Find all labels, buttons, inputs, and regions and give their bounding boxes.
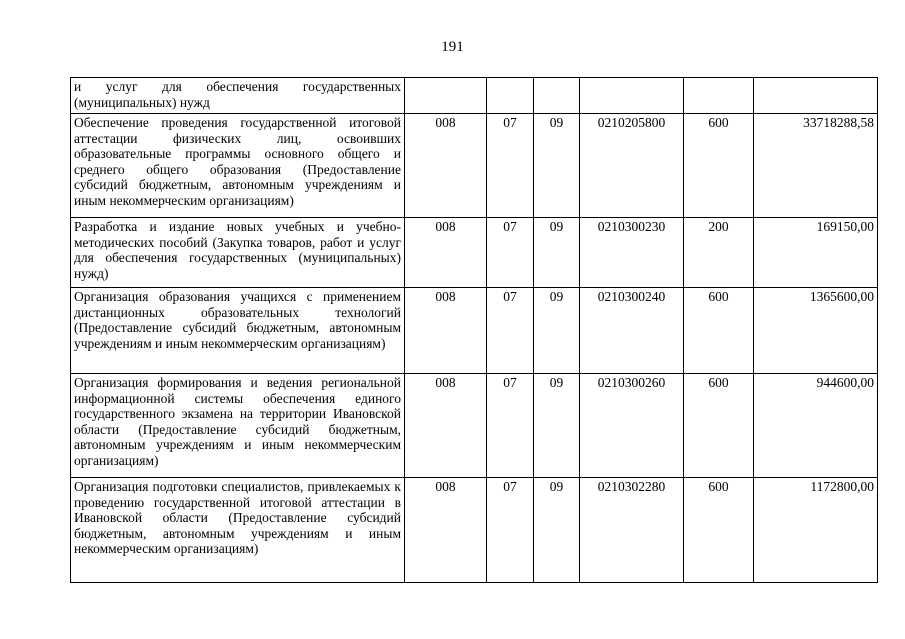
row-expense-type: 600 [684, 374, 754, 478]
row-subsection-code: 09 [534, 114, 580, 218]
row-subsection-code: 09 [534, 288, 580, 374]
row-description: Разработка и издание новых учебных и учебно-методических пособий (Закупка товаров, работ и услуг для обеспечения государственных (муниципальных) нужд) [71, 218, 405, 288]
table-row [71, 374, 878, 478]
row-section-code: 07 [487, 288, 534, 374]
row-section-code: 07 [487, 218, 534, 288]
row-description: Организация образования учащихся с применением дистанционных образовательных технологий (Предоставление субсидий бюджетным, автономным учреждениям и иным некоммерческим организациям) [71, 288, 405, 374]
row-target-article: 0210300230 [580, 218, 684, 288]
row-subsection-code [534, 78, 580, 114]
row-expense-type: 600 [684, 288, 754, 374]
row-target-article: 0210205800 [580, 114, 684, 218]
row-target-article: 0210300260 [580, 374, 684, 478]
row-ministry-code: 008 [405, 218, 487, 288]
row-amount: 944600,00 [754, 374, 878, 478]
row-ministry-code [405, 78, 487, 114]
row-target-article [580, 78, 684, 114]
row-expense-type: 600 [684, 478, 754, 583]
row-ministry-code: 008 [405, 288, 487, 374]
row-amount: 1365600,00 [754, 288, 878, 374]
row-description: и услуг для обеспечения государственных (муниципальных) нужд [71, 78, 405, 114]
row-expense-type: 200 [684, 218, 754, 288]
row-amount: 1172800,00 [754, 478, 878, 583]
row-section-code: 07 [487, 478, 534, 583]
row-target-article: 0210302280 [580, 478, 684, 583]
row-subsection-code: 09 [534, 478, 580, 583]
row-amount [754, 78, 878, 114]
row-expense-type: 600 [684, 114, 754, 218]
row-subsection-code: 09 [534, 218, 580, 288]
table-row [71, 218, 878, 288]
table-row [71, 114, 878, 218]
table-row [71, 478, 878, 583]
page-number: 191 [441, 39, 464, 55]
row-description: Организация подготовки специалистов, привлекаемых к проведению государственной итоговой аттестации в Ивановской области (Предоставление субсидий бюджетным, автономным учреждениям и иным некоммерческим организациям) [71, 478, 405, 583]
row-ministry-code: 008 [405, 374, 487, 478]
row-amount: 169150,00 [754, 218, 878, 288]
row-description: Обеспечение проведения государственной итоговой аттестации физических лиц, освоивших образовательные программы основного общего и среднего общего образования (Предоставление субсидий бюджетным, автономным учреждениям и иным некоммерческим организациям) [71, 114, 405, 218]
row-target-article: 0210300240 [580, 288, 684, 374]
row-ministry-code: 008 [405, 114, 487, 218]
table-row [71, 288, 878, 374]
row-subsection-code: 09 [534, 374, 580, 478]
row-section-code: 07 [487, 114, 534, 218]
row-expense-type [684, 78, 754, 114]
row-section-code [487, 78, 534, 114]
row-description: Организация формирования и ведения региональной информационной системы обеспечения единого государственного экзамена на территории Ивановской области (Предоставление субсидий бюджетным, автономным учреждениям и иным некоммерческим организациям) [71, 374, 405, 478]
row-amount: 33718288,58 [754, 114, 878, 218]
row-section-code: 07 [487, 374, 534, 478]
budget-table [70, 77, 878, 583]
table-row [71, 78, 878, 114]
row-ministry-code: 008 [405, 478, 487, 583]
